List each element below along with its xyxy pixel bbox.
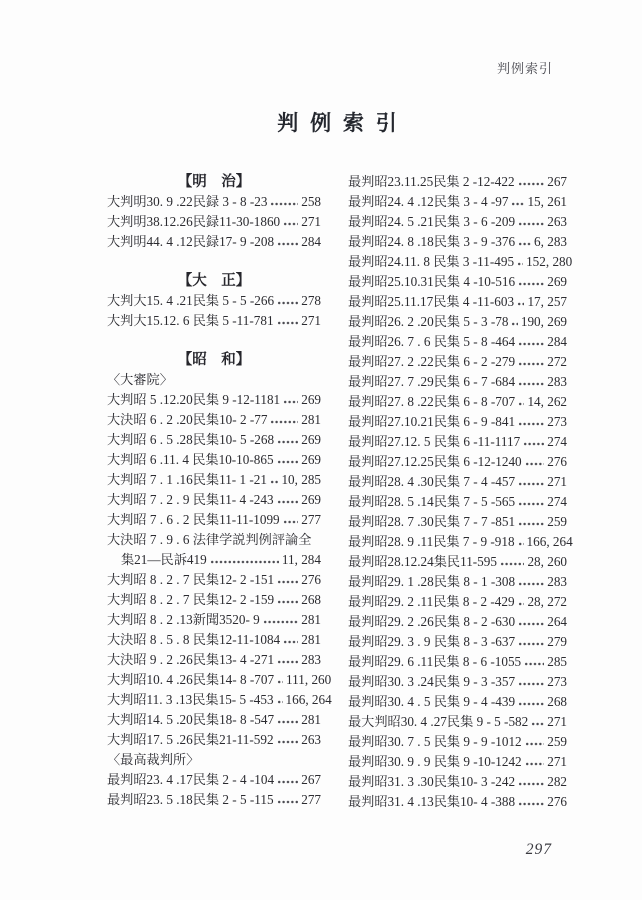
- case-entry: [107, 450, 321, 470]
- page-ref: 274: [547, 494, 567, 509]
- dot-leader: [518, 538, 524, 550]
- case-citation: 大判昭 6 .11. 4 民集10-10-865: [107, 452, 274, 467]
- case-entry: [107, 790, 321, 810]
- court-subsection-header: 〈最高裁判所〉: [107, 752, 200, 767]
- page-ref: 276: [547, 794, 567, 809]
- dot-leader: [270, 476, 278, 488]
- case-citation: 大判昭 7 . 6 . 2 民集11-11-1099: [107, 512, 280, 527]
- case-entry: [348, 212, 567, 232]
- page-ref: 276: [301, 572, 321, 587]
- case-entry: [348, 292, 567, 312]
- case-entry: [348, 592, 567, 612]
- case-entry: [107, 311, 321, 331]
- case-entry: [348, 752, 567, 772]
- case-citation: 大判昭 5 .12.20民集 9 -12-1181: [107, 392, 281, 407]
- case-citation: 最判昭23. 4 .17民集 2 - 4 -104: [107, 772, 275, 787]
- dot-leader: [263, 616, 298, 628]
- case-entry: [348, 472, 567, 492]
- case-entry: [107, 192, 321, 212]
- page-ref: 274: [547, 434, 567, 449]
- case-citation: 大判明30. 9 .22民録 3 - 8 -23: [107, 194, 268, 209]
- case-citation: 最判昭28. 4 .30民集 7 - 4 -457: [348, 474, 516, 489]
- page-title: 判 例 索 引: [277, 112, 400, 135]
- dot-leader: [277, 716, 298, 728]
- case-citation: 最判昭27.12.25民集 6 -12-1240: [348, 454, 522, 469]
- page-ref: 259: [547, 514, 567, 529]
- page-ref: 264: [547, 614, 567, 629]
- page-number: 297: [525, 841, 552, 858]
- case-citation: 大判昭 7 . 2 . 9 民集11- 4 -243: [107, 492, 274, 507]
- dot-leader: [277, 238, 298, 250]
- dot-leader: [531, 718, 544, 730]
- index-columns: [107, 172, 573, 812]
- page-ref: 190, 269: [520, 314, 567, 329]
- case-entry: [348, 232, 567, 252]
- dot-leader: [523, 438, 544, 450]
- dot-leader: [524, 658, 544, 670]
- case-citation: 最判昭24.11. 8 民集 3 -11-495: [348, 254, 515, 269]
- dot-leader: [525, 458, 545, 470]
- case-citation: 最判昭24. 4 .12民集 3 - 4 -97: [348, 194, 509, 209]
- dot-leader: [518, 278, 544, 290]
- dot-leader: [283, 396, 298, 408]
- page-ref: 166, 264: [526, 534, 573, 549]
- case-citation: 最判昭30. 3 .24民集 9 - 3 -357: [348, 674, 516, 689]
- page-ref: 283: [547, 574, 567, 589]
- page-ref: 269: [547, 274, 567, 289]
- page-ref: 276: [547, 454, 567, 469]
- dot-leader: [518, 638, 544, 650]
- dot-leader: [518, 618, 544, 630]
- case-entry: [348, 512, 567, 532]
- era-section-header: 【大 正】: [177, 273, 251, 289]
- page-ref: 281: [301, 412, 321, 427]
- case-entry: [107, 390, 321, 410]
- case-citation: 最判昭25.11.17民集 4 -11-603: [348, 294, 515, 309]
- case-entry: [348, 772, 567, 792]
- page-ref: 28, 272: [527, 594, 567, 609]
- page-ref: 271: [301, 313, 321, 328]
- case-citation: 最判昭30. 4 . 5 民集 9 - 4 -439: [348, 694, 516, 709]
- case-citation: 最判昭29. 6 .11民集 8 - 6 -1055: [348, 654, 522, 669]
- case-entry: [107, 232, 321, 252]
- page-ref: 269: [301, 452, 321, 467]
- page-ref: 272: [547, 354, 567, 369]
- right-column: [348, 172, 573, 812]
- case-citation: 最判昭29. 2 .26民集 8 - 2 -630: [348, 614, 516, 629]
- dot-leader: [277, 656, 298, 668]
- case-citation: 最判昭31. 4 .13民集10- 4 -388: [348, 794, 516, 809]
- page-ref: 263: [547, 214, 567, 229]
- dot-leader: [277, 456, 299, 468]
- case-citation: 最判昭26. 2 .20民集 5 - 3 -78: [348, 314, 509, 329]
- case-citation: 大判昭 8 . 2 . 7 民集12- 2 -159: [107, 592, 275, 607]
- dot-leader: [518, 418, 544, 430]
- dot-leader: [518, 238, 531, 250]
- page-ref: 282: [547, 774, 567, 789]
- case-citation: 大判大15. 4 .21民集 5 - 5 -266: [107, 293, 275, 308]
- dot-leader: [270, 416, 298, 428]
- case-citation: 最判昭29. 2 .11民集 8 - 2 -429: [348, 594, 515, 609]
- case-citation: 大判昭 8 . 2 .13新聞3520- 9: [107, 612, 260, 627]
- dot-leader: [277, 736, 299, 748]
- case-entry: [107, 630, 321, 650]
- case-entry: [348, 252, 573, 272]
- case-entry: [107, 690, 332, 710]
- page-ref: 277: [301, 512, 321, 527]
- page-ref: 269: [301, 492, 321, 507]
- page-ref: 284: [301, 234, 321, 249]
- dot-leader: [511, 318, 517, 330]
- case-citation: 大判昭14. 5 .20民集18- 8 -547: [107, 712, 275, 727]
- dot-leader: [518, 218, 544, 230]
- page-ref: 28, 260: [527, 554, 567, 569]
- case-citation: 大判昭10. 4 .26民集14- 8 -707: [107, 672, 275, 687]
- case-entry: [107, 570, 321, 590]
- case-citation: 大判昭 8 . 2 . 7 民集12- 2 -151: [107, 572, 275, 587]
- case-entry-wrapline: 大決昭 7 . 9 . 6 法律学説判例評論全: [107, 532, 312, 547]
- page-ref: 10, 285: [281, 472, 321, 487]
- dot-leader: [277, 317, 299, 329]
- dot-leader: [518, 178, 545, 190]
- case-citation: 最判昭30. 9 . 9 民集 9 -10-1242: [348, 754, 522, 769]
- dot-leader: [511, 198, 524, 210]
- dot-leader: [518, 358, 544, 370]
- case-citation: 最判昭28. 5 .14民集 7 - 5 -565: [348, 494, 516, 509]
- era-section-header: 【明 治】: [177, 174, 251, 190]
- page-ref: 271: [301, 214, 321, 229]
- page-ref: 278: [301, 293, 321, 308]
- page-ref: 271: [547, 714, 567, 729]
- case-entry: [107, 650, 321, 670]
- case-entry: [107, 410, 321, 430]
- court-subsection-header: 〈大審院〉: [107, 372, 173, 387]
- page-ref: 267: [301, 772, 321, 787]
- dot-leader: [277, 796, 299, 808]
- dot-leader: [518, 398, 524, 410]
- dot-leader: [277, 297, 298, 309]
- case-entry: [348, 412, 567, 432]
- dot-leader: [277, 696, 283, 708]
- case-entry: [107, 510, 321, 530]
- case-entry: [107, 710, 321, 730]
- page-ref: 166, 264: [285, 692, 332, 707]
- dot-leader: [500, 558, 524, 570]
- case-citation: 大決昭 8 . 5 . 8 民集12-11-1084: [107, 632, 281, 647]
- page-ref: 279: [547, 634, 567, 649]
- dot-leader: [518, 598, 525, 610]
- case-entry: [107, 212, 321, 232]
- case-entry: [107, 590, 321, 610]
- left-column: [107, 172, 332, 812]
- case-entry: [348, 432, 567, 452]
- case-citation: 最判昭24. 8 .18民集 3 - 9 -376: [348, 234, 516, 249]
- case-entry: [348, 712, 567, 732]
- case-entry: [107, 670, 332, 690]
- case-citation: 最判昭24. 5 .21民集 3 - 6 -209: [348, 214, 516, 229]
- case-entry: [348, 332, 567, 352]
- page-ref: 258: [301, 194, 321, 209]
- page-ref: 6, 283: [534, 234, 567, 249]
- dot-leader: [517, 298, 524, 310]
- case-citation: 最判昭27.10.21民集 6 - 9 -841: [348, 414, 516, 429]
- dot-leader: [283, 516, 299, 528]
- case-entry: [107, 430, 321, 450]
- dot-leader: [277, 676, 283, 688]
- dot-leader: [277, 596, 298, 608]
- page-ref: 273: [547, 414, 567, 429]
- case-citation: 大決昭 9 . 2 .26民集13- 4 -271: [107, 652, 275, 667]
- case-citation: 大判明38.12.26民録11-30-1860: [107, 214, 281, 229]
- case-citation: 大判昭 6 . 5 .28民集10- 5 -268: [107, 432, 275, 447]
- page-ref: 17, 257: [527, 294, 567, 309]
- page-ref: 111, 260: [286, 672, 332, 687]
- running-header: 判例索引: [496, 61, 553, 76]
- era-section-header: 【昭 和】: [177, 352, 251, 368]
- dot-leader: [518, 678, 544, 690]
- case-entry: [348, 272, 567, 292]
- case-citation: 最判昭28.12.24集民11-595: [348, 554, 497, 569]
- dot-leader: [283, 636, 298, 648]
- page-ref: 273: [547, 674, 567, 689]
- case-entry: [348, 692, 567, 712]
- dot-leader: [518, 338, 544, 350]
- dot-leader: [277, 496, 299, 508]
- case-entry: [107, 730, 321, 750]
- case-citation: 大判昭 7 . 1 .16民集11- 1 -21: [107, 472, 267, 487]
- case-citation: 最判昭25.10.31民集 4 -10-516: [348, 274, 516, 289]
- dot-leader: [277, 436, 298, 448]
- page-ref: 259: [547, 734, 567, 749]
- case-citation: 最判昭26. 7 . 6 民集 5 - 8 -464: [348, 334, 516, 349]
- case-citation: 最判昭27. 8 .22民集 6 - 8 -707: [348, 394, 516, 409]
- case-citation: 最判昭27.12. 5 民集 6 -11-1117: [348, 434, 521, 449]
- dot-leader: [277, 776, 298, 788]
- page-ref: 14, 262: [527, 394, 567, 409]
- case-entry: [348, 392, 567, 412]
- case-citation: 大判明44. 4 .12民録17- 9 -208: [107, 234, 275, 249]
- case-citation: 最判昭28. 7 .30民集 7 - 7 -851: [348, 514, 516, 529]
- dot-leader: [210, 556, 279, 568]
- page-ref: 268: [301, 592, 321, 607]
- dot-leader: [518, 378, 544, 390]
- dot-leader: [518, 698, 544, 710]
- case-entry: [348, 352, 567, 372]
- case-citation: 最判昭31. 3 .30民集10- 3 -242: [348, 774, 516, 789]
- case-citation: 最判昭29. 3 . 9 民集 8 - 3 -637: [348, 634, 516, 649]
- page-ref: 281: [301, 712, 321, 727]
- page-ref: 267: [547, 174, 567, 189]
- case-entry: [348, 792, 567, 812]
- case-entry: [348, 532, 573, 552]
- page-ref: 152, 280: [526, 254, 573, 269]
- case-entry: [348, 172, 567, 192]
- page-ref: 284: [547, 334, 567, 349]
- case-entry: [107, 470, 321, 490]
- page-ref: 263: [301, 732, 321, 747]
- dot-leader: [277, 576, 298, 588]
- page-ref: 269: [301, 392, 321, 407]
- case-entry: [348, 552, 567, 572]
- case-entry-continuation: [107, 550, 321, 570]
- case-citation: 最判昭27. 7 .29民集 6 - 7 -684: [348, 374, 516, 389]
- dot-leader: [518, 778, 544, 790]
- case-entry: [348, 492, 567, 512]
- dot-leader: [283, 218, 298, 230]
- case-entry: [348, 372, 567, 392]
- page-ref: 271: [547, 754, 567, 769]
- dot-leader: [518, 478, 544, 490]
- case-entry: [348, 632, 567, 652]
- case-entry: [107, 490, 321, 510]
- case-entry: [348, 192, 567, 212]
- case-entry: [107, 770, 321, 790]
- dot-leader: [518, 798, 544, 810]
- dot-leader: [518, 518, 544, 530]
- dot-leader: [525, 738, 545, 750]
- case-citation: 大判大15.12. 6 民集 5 -11-781: [107, 313, 274, 328]
- case-citation: 大判昭17. 5 .26民集21-11-592: [107, 732, 274, 747]
- case-citation: 集21―民訴419: [121, 552, 207, 567]
- case-entry: [348, 312, 567, 332]
- case-entry: [348, 452, 567, 472]
- page-ref: 271: [547, 474, 567, 489]
- page-ref: 269: [301, 432, 321, 447]
- case-entry: [348, 572, 567, 592]
- case-citation: 最判昭23.11.25民集 2 -12-422: [348, 174, 515, 189]
- dot-leader: [270, 198, 298, 210]
- page-ref: 281: [301, 612, 321, 627]
- case-citation: 最判昭27. 2 .22民集 6 - 2 -279: [348, 354, 516, 369]
- case-entry: [348, 652, 567, 672]
- page-ref: 15, 261: [527, 194, 567, 209]
- dot-leader: [518, 498, 544, 510]
- page-ref: 268: [547, 694, 567, 709]
- case-entry: [107, 291, 321, 311]
- case-entry: [348, 732, 567, 752]
- case-citation: 大決昭 6 . 2 .20民集10- 2 -77: [107, 412, 268, 427]
- case-citation: 最判昭29. 1 .28民集 8 - 1 -308: [348, 574, 516, 589]
- case-entry: [107, 610, 321, 630]
- case-entry: [348, 672, 567, 692]
- dot-leader: [517, 258, 523, 270]
- page-ref: 283: [547, 374, 567, 389]
- case-citation: 大判昭11. 3 .13民集15- 5 -453: [107, 692, 274, 707]
- page-ref: 11, 284: [281, 552, 321, 567]
- dot-leader: [518, 578, 544, 590]
- page-ref: 277: [301, 792, 321, 807]
- page-ref: 285: [547, 654, 567, 669]
- case-citation: 最判昭30. 7 . 5 民集 9 - 9 -1012: [348, 734, 522, 749]
- case-citation: 最大判昭30. 4 .27民集 9 - 5 -582: [348, 714, 529, 729]
- page-ref: 281: [301, 632, 321, 647]
- page-ref: 283: [301, 652, 321, 667]
- dot-leader: [525, 758, 545, 770]
- case-entry: [348, 612, 567, 632]
- case-citation: 最判昭23. 5 .18民集 2 - 5 -115: [107, 792, 274, 807]
- case-citation: 最判昭28. 9 .11民集 7 - 9 -918: [348, 534, 515, 549]
